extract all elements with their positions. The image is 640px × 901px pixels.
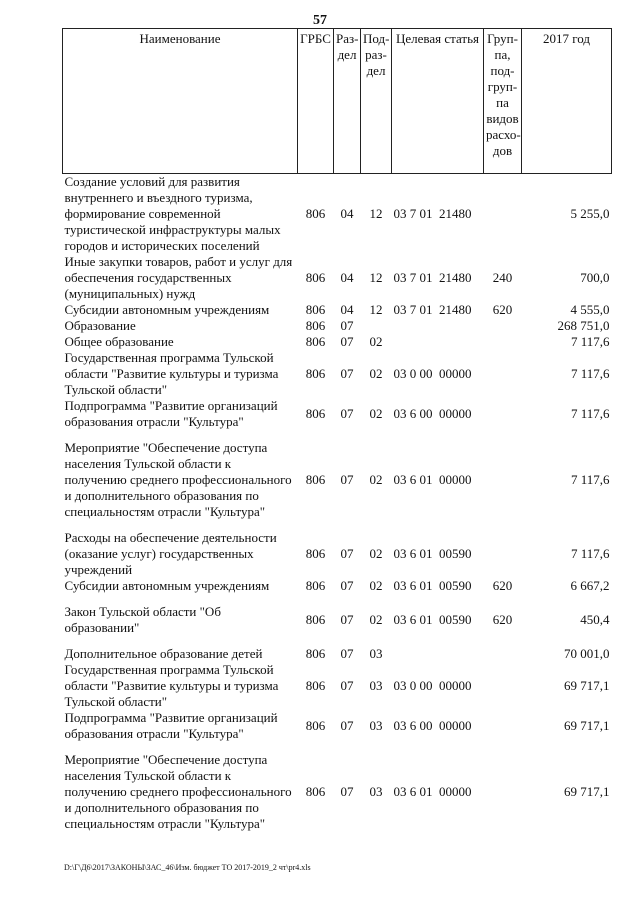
cell-sum: 7 117,6 bbox=[570, 472, 610, 487]
cell-target: 03 0 00 00000 bbox=[393, 366, 472, 381]
spacer-row bbox=[63, 594, 612, 604]
page-number: 57 bbox=[313, 13, 327, 28]
cell-target: 03 6 01 00590 bbox=[393, 612, 472, 627]
cell-vid bbox=[484, 530, 522, 578]
cell-target: 03 6 00 00000 bbox=[393, 406, 472, 421]
cell-razdel: 07 bbox=[340, 546, 354, 561]
header-year: 2017 год bbox=[522, 29, 612, 174]
cell-sum: 7 117,6 bbox=[570, 546, 610, 561]
cell-sum: 69 717,1 bbox=[564, 784, 610, 799]
cell-razdel: 07 bbox=[340, 318, 354, 333]
table-row bbox=[63, 440, 612, 520]
cell-podrazdel: 03 bbox=[369, 718, 383, 733]
cell-target: 03 6 01 00000 bbox=[393, 784, 472, 799]
table-row bbox=[63, 604, 612, 636]
spacer-cell bbox=[63, 636, 612, 646]
cell-name: Субсидии автономным учреждениям bbox=[64, 578, 270, 593]
table-row bbox=[63, 752, 612, 832]
cell-grbs: 806 bbox=[305, 366, 326, 381]
cell-target: 03 7 01 21480 bbox=[393, 206, 472, 221]
cell-podrazdel: 02 bbox=[369, 472, 383, 487]
table-row bbox=[63, 174, 612, 255]
cell-razdel: 07 bbox=[340, 784, 354, 799]
cell-vid bbox=[484, 752, 522, 832]
cell-target: 03 6 01 00590 bbox=[393, 578, 472, 593]
cell-sum: 5 255,0 bbox=[570, 206, 610, 221]
cell-podrazdel: 12 bbox=[369, 302, 383, 317]
cell-razdel: 07 bbox=[340, 678, 354, 693]
cell-sum: 268 751,0 bbox=[557, 318, 610, 333]
header-target: Целевая статья bbox=[392, 29, 484, 174]
cell-name: Закон Тульской области "Об образовании" bbox=[64, 604, 221, 635]
cell-podrazdel: 03 bbox=[369, 646, 383, 661]
cell-razdel: 07 bbox=[340, 366, 354, 381]
cell-vid: 240 bbox=[492, 270, 513, 285]
cell-name: Создание условий для развития внутреннего и въездного туризма, формирование современной туристической инфраструктуры малых городов и исторических поселений bbox=[64, 174, 281, 253]
cell-target: 03 6 01 00590 bbox=[393, 546, 472, 561]
cell-name: Государственная программа Тульской области "Развитие культуры и туризма Тульской области" bbox=[64, 662, 279, 709]
cell-vid: 620 bbox=[492, 612, 513, 627]
cell-podrazdel: 03 bbox=[369, 678, 383, 693]
cell-name: Государственная программа Тульской области "Развитие культуры и туризма Тульской области" bbox=[64, 350, 279, 397]
cell-grbs: 806 bbox=[305, 270, 326, 285]
header-grbs: ГРБС bbox=[298, 29, 334, 174]
cell-sum: 450,4 bbox=[580, 612, 610, 627]
cell-grbs: 806 bbox=[305, 612, 326, 627]
cell-podrazdel: 02 bbox=[369, 546, 383, 561]
cell-razdel: 07 bbox=[340, 646, 354, 661]
cell-name: Подпрограмма "Развитие организаций образования отрасли "Культура" bbox=[64, 710, 278, 741]
cell-sum: 6 667,2 bbox=[570, 578, 610, 593]
cell-razdel: 07 bbox=[340, 472, 354, 487]
cell-razdel: 04 bbox=[340, 206, 354, 221]
footer-file-path: D:\Г\Д6\2017\ЗАКОНЫ\ЗАС_46\Изм. бюджет ТО 2017-2019_2 чт\pr4.xls bbox=[64, 863, 311, 872]
spacer-cell bbox=[63, 742, 612, 752]
cell-razdel: 07 bbox=[340, 718, 354, 733]
cell-razdel: 07 bbox=[340, 406, 354, 421]
cell-vid: 620 bbox=[492, 302, 513, 317]
table-row bbox=[63, 334, 612, 350]
cell-name: Расходы на обеспечение деятельности (оказание услуг) государственных учреждений bbox=[64, 530, 277, 577]
cell-podrazdel: 02 bbox=[369, 366, 383, 381]
table-row bbox=[63, 254, 612, 302]
cell-name: Образование bbox=[64, 318, 136, 333]
spacer-cell bbox=[63, 520, 612, 530]
table-row bbox=[63, 710, 612, 742]
cell-grbs: 806 bbox=[305, 546, 326, 561]
table-header-row bbox=[63, 29, 612, 174]
header-razdel: Раз- дел bbox=[334, 29, 361, 174]
cell-sum: 7 117,6 bbox=[570, 406, 610, 421]
cell-grbs: 806 bbox=[305, 578, 326, 593]
spacer-cell bbox=[63, 594, 612, 604]
cell-name: Иные закупки товаров, работ и услуг для обеспечения государственных (муниципальных) нужд bbox=[64, 254, 293, 301]
table-row bbox=[63, 302, 612, 318]
cell-vid bbox=[484, 334, 522, 350]
cell-target: 03 7 01 21480 bbox=[393, 302, 472, 317]
cell-vid bbox=[484, 174, 522, 255]
cell-target bbox=[392, 646, 484, 662]
cell-grbs: 806 bbox=[305, 318, 326, 333]
budget-table bbox=[62, 28, 612, 832]
cell-vid bbox=[484, 398, 522, 430]
spacer-cell bbox=[63, 430, 612, 440]
spacer-row bbox=[63, 636, 612, 646]
cell-grbs: 806 bbox=[305, 302, 326, 317]
cell-razdel: 07 bbox=[340, 612, 354, 627]
table-row bbox=[63, 318, 612, 334]
cell-grbs: 806 bbox=[305, 206, 326, 221]
cell-target bbox=[392, 318, 484, 334]
cell-name: Подпрограмма "Развитие организаций образования отрасли "Культура" bbox=[64, 398, 278, 429]
cell-name: Дополнительное образование детей bbox=[64, 646, 263, 661]
cell-razdel: 04 bbox=[340, 270, 354, 285]
cell-vid bbox=[484, 318, 522, 334]
cell-vid bbox=[484, 646, 522, 662]
cell-podrazdel: 02 bbox=[369, 578, 383, 593]
cell-sum: 7 117,6 bbox=[570, 366, 610, 381]
table-row bbox=[63, 350, 612, 398]
spacer-row bbox=[63, 430, 612, 440]
table-row bbox=[63, 530, 612, 578]
cell-razdel: 07 bbox=[340, 334, 354, 349]
cell-vid bbox=[484, 662, 522, 710]
cell-grbs: 806 bbox=[305, 784, 326, 799]
cell-podrazdel: 02 bbox=[369, 612, 383, 627]
cell-target: 03 6 00 00000 bbox=[393, 718, 472, 733]
cell-name: Мероприятие "Обеспечение доступа населения Тульской области к получению среднего профессионального и дополнительного образования по специальностям отрасли "Культура" bbox=[64, 440, 292, 519]
cell-podrazdel: 02 bbox=[369, 334, 383, 349]
cell-grbs: 806 bbox=[305, 718, 326, 733]
cell-grbs: 806 bbox=[305, 334, 326, 349]
header-name: Наименование bbox=[63, 29, 298, 174]
cell-grbs: 806 bbox=[305, 646, 326, 661]
table-row bbox=[63, 578, 612, 594]
header-vid: Груп- па, под- груп- па видов расхо- дов bbox=[484, 29, 522, 174]
table-row bbox=[63, 662, 612, 710]
cell-target: 03 7 01 21480 bbox=[393, 270, 472, 285]
cell-podrazdel: 12 bbox=[369, 270, 383, 285]
cell-podrazdel: 02 bbox=[369, 406, 383, 421]
cell-razdel: 04 bbox=[340, 302, 354, 317]
cell-grbs: 806 bbox=[305, 472, 326, 487]
cell-podrazdel: 03 bbox=[369, 784, 383, 799]
cell-vid: 620 bbox=[492, 578, 513, 593]
table-row bbox=[63, 398, 612, 430]
cell-sum: 4 555,0 bbox=[570, 302, 610, 317]
cell-podrazdel: 12 bbox=[369, 206, 383, 221]
cell-vid bbox=[484, 350, 522, 398]
table-body bbox=[63, 174, 612, 833]
header-podrazdel: Под- раз- дел bbox=[361, 29, 392, 174]
cell-sum: 700,0 bbox=[580, 270, 610, 285]
cell-target bbox=[392, 334, 484, 350]
cell-sum: 7 117,6 bbox=[570, 334, 610, 349]
cell-grbs: 806 bbox=[305, 678, 326, 693]
cell-vid bbox=[484, 710, 522, 742]
table-row bbox=[63, 646, 612, 662]
cell-name: Субсидии автономным учреждениям bbox=[64, 302, 270, 317]
cell-razdel: 07 bbox=[340, 578, 354, 593]
cell-grbs: 806 bbox=[305, 406, 326, 421]
spacer-row bbox=[63, 520, 612, 530]
cell-sum: 69 717,1 bbox=[564, 678, 610, 693]
spacer-row bbox=[63, 742, 612, 752]
cell-vid bbox=[484, 440, 522, 520]
cell-name: Мероприятие "Обеспечение доступа населения Тульской области к получению среднего профессионального и дополнительного образования по специальностям отрасли "Культура" bbox=[64, 752, 292, 831]
cell-sum: 69 717,1 bbox=[564, 718, 610, 733]
cell-name: Общее образование bbox=[64, 334, 174, 349]
cell-target: 03 6 01 00000 bbox=[393, 472, 472, 487]
cell-podrazdel bbox=[361, 318, 392, 334]
cell-target: 03 0 00 00000 bbox=[393, 678, 472, 693]
cell-sum: 70 001,0 bbox=[564, 646, 610, 661]
